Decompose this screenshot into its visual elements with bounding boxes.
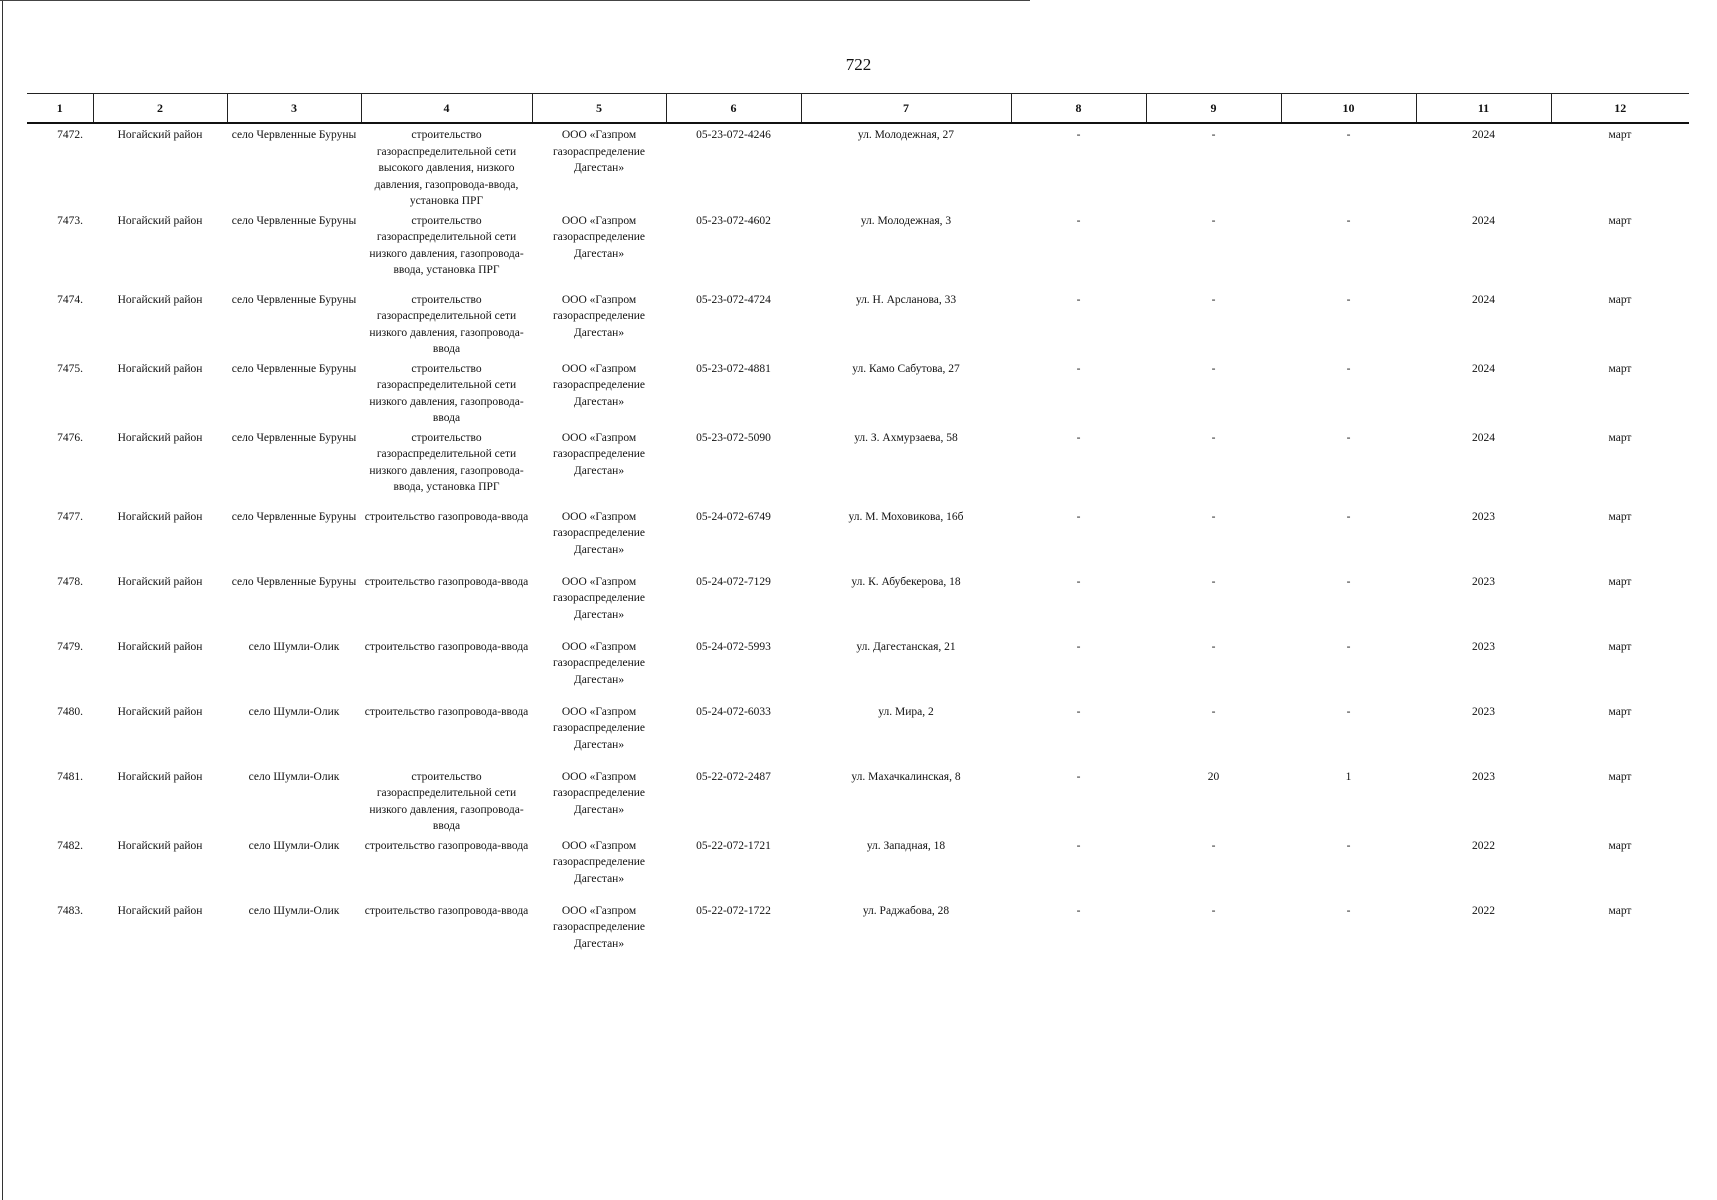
page-left-border <box>2 0 3 1200</box>
page-top-border <box>0 0 1030 1</box>
table-cell-col-9: - <box>1211 904 1216 917</box>
table-cell-col-7: ул. К. Абубекерова, 18 <box>851 575 961 588</box>
table-cell-col-2: Ногайский район <box>117 575 203 588</box>
table-cell-col-9: - <box>1211 640 1216 653</box>
table-row <box>27 506 1689 571</box>
table-cell-col-8: - <box>1076 904 1081 917</box>
column-header: 8 <box>1011 94 1146 124</box>
table-cell-col-2: Ногайский район <box>117 129 203 141</box>
table-cell-col-12: март <box>1608 904 1632 917</box>
table-cell-col-7: ул. Раджабова, 28 <box>862 904 950 917</box>
table-cell-col-2: Ногайский район <box>117 510 203 523</box>
table-cell-col-10: 1 <box>1345 770 1352 783</box>
table-cell-col-12: март <box>1608 129 1632 141</box>
table-cell-col-6: 05-24-072-6749 <box>696 510 771 523</box>
table-cell-col-8: - <box>1076 705 1081 718</box>
table-cell-col-8: - <box>1076 575 1081 588</box>
table-cell-col-10: - <box>1346 575 1351 588</box>
table-cell-col-8: - <box>1076 640 1081 653</box>
table-cell-col-7: ул. З. Ахмурзаева, 58 <box>854 431 958 444</box>
column-header: 12 <box>1551 94 1689 124</box>
table-cell-col-9: - <box>1211 293 1216 306</box>
table-cell-col-5: ООО «Газпром газораспределение Дагестан» <box>552 705 646 751</box>
table-cell-col-12: март <box>1608 214 1632 227</box>
table-cell-col-7: ул. Дагестанская, 21 <box>856 640 956 653</box>
table-row <box>27 900 1689 965</box>
table-cell-col-7: ул. Молодежная, 27 <box>857 129 955 141</box>
table-cell-col-6: 05-22-072-1722 <box>696 904 771 917</box>
table-cell-col-7: ул. Мира, 2 <box>878 705 934 718</box>
table-cell-col-11: 2023 <box>1472 575 1495 588</box>
table-cell-col-1: 7478. <box>57 575 83 588</box>
table-cell-col-5: ООО «Газпром газораспределение Дагестан» <box>552 770 646 816</box>
table-row <box>27 571 1689 636</box>
table-cell-col-6: 05-23-072-4881 <box>696 362 771 375</box>
table-cell-col-6: 05-22-072-1721 <box>696 839 771 852</box>
table-cell-col-8: - <box>1076 510 1081 523</box>
table-cell-col-10: - <box>1346 839 1351 852</box>
table-cell-col-12: март <box>1608 362 1632 375</box>
table-cell-col-7: ул. Молодежная, 3 <box>860 214 952 227</box>
table-cell-col-6: 05-22-072-2487 <box>696 770 771 783</box>
table-cell-col-6: 05-23-072-5090 <box>696 431 771 444</box>
table-cell-col-4: строительство газопровода-ввода <box>364 575 529 588</box>
data-table <box>27 93 1689 965</box>
table-cell-col-12: март <box>1608 770 1632 783</box>
table-cell-col-5: ООО «Газпром газораспределение Дагестан» <box>552 431 646 477</box>
table-cell-col-8: - <box>1076 770 1081 783</box>
table-cell-col-6: 05-24-072-7129 <box>696 575 771 588</box>
table-cell-col-11: 2023 <box>1472 705 1495 718</box>
table-cell-col-5: ООО «Газпром газораспределение Дагестан» <box>552 839 646 885</box>
table-cell-col-3: село Червленные Буруны <box>231 293 357 306</box>
table-cell-col-4: строительство газопровода-ввода <box>364 839 529 852</box>
table-cell-col-9: - <box>1211 362 1216 375</box>
table-cell-col-11: 2023 <box>1472 770 1495 783</box>
table-cell-col-2: Ногайский район <box>117 640 203 653</box>
table-cell-col-8: - <box>1076 362 1081 375</box>
table-cell-col-5: ООО «Газпром газораспределение Дагестан» <box>552 510 646 556</box>
table-cell-col-12: март <box>1608 839 1632 852</box>
table-cell-col-1: 7477. <box>57 510 83 523</box>
column-header: 7 <box>801 94 1011 124</box>
table-cell-col-10: - <box>1346 510 1351 523</box>
table-cell-col-6: 05-23-072-4246 <box>696 129 771 141</box>
table-cell-col-3: село Шумли-Олик <box>248 904 340 917</box>
table-cell-col-8: - <box>1076 214 1081 227</box>
table-cell-col-1: 7480. <box>57 705 83 718</box>
table-cell-col-6: 05-24-072-6033 <box>696 705 771 718</box>
table-cell-col-2: Ногайский район <box>117 839 203 852</box>
page-number: 722 <box>845 55 872 74</box>
table-cell-col-3: село Червленные Буруны <box>231 362 357 375</box>
table-cell-col-1: 7475. <box>57 362 83 375</box>
table-cell-col-1: 7483. <box>57 904 83 917</box>
table-cell-col-8: - <box>1076 431 1081 444</box>
table-cell-col-10: - <box>1346 640 1351 653</box>
table-row <box>27 835 1689 900</box>
table-cell-col-7: ул. Махачкалинская, 8 <box>851 770 961 783</box>
table-cell-col-1: 7473. <box>57 214 83 227</box>
table-row <box>27 701 1689 766</box>
table-row <box>27 766 1689 835</box>
table-cell-col-5: ООО «Газпром газораспределение Дагестан» <box>552 640 646 686</box>
table-cell-col-5: ООО «Газпром газораспределение Дагестан» <box>552 575 646 621</box>
table-cell-col-11: 2022 <box>1472 839 1495 852</box>
table-cell-col-3: село Шумли-Олик <box>248 770 340 783</box>
table-cell-col-9: 20 <box>1207 770 1220 783</box>
table-cell-col-10: - <box>1346 293 1351 306</box>
column-header: 9 <box>1146 94 1281 124</box>
table-cell-col-4: строительство газопровода-ввода <box>364 705 529 718</box>
column-header: 1 <box>27 94 93 124</box>
table-cell-col-9: - <box>1211 129 1216 141</box>
table-cell-col-10: - <box>1346 904 1351 917</box>
table-cell-col-12: март <box>1608 640 1632 653</box>
table-cell-col-1: 7481. <box>57 770 83 783</box>
table-cell-col-4: строительство газораспределительной сети низкого давления, газопровода-ввода <box>369 770 524 832</box>
column-header: 5 <box>532 94 666 124</box>
table-cell-col-3: село Червленные Буруны <box>231 510 357 523</box>
table-cell-col-1: 7476. <box>57 431 83 444</box>
table-row <box>27 210 1689 289</box>
table-cell-col-11: 2024 <box>1472 431 1495 444</box>
table-cell-col-6: 05-24-072-5993 <box>696 640 771 653</box>
table-cell-col-3: село Шумли-Олик <box>248 839 340 852</box>
table-cell-col-6: 05-23-072-4724 <box>696 293 771 306</box>
table-cell-col-3: село Червленные Буруны <box>231 129 357 141</box>
table-cell-col-3: село Шумли-Олик <box>248 705 340 718</box>
column-header: 6 <box>666 94 801 124</box>
column-header: 2 <box>93 94 227 124</box>
table-cell-col-9: - <box>1211 510 1216 523</box>
table-cell-col-2: Ногайский район <box>117 705 203 718</box>
table-cell-col-11: 2023 <box>1472 510 1495 523</box>
table-cell-col-9: - <box>1211 214 1216 227</box>
table-cell-col-1: 7472. <box>57 129 83 141</box>
table-cell-col-12: март <box>1608 510 1632 523</box>
table-cell-col-10: - <box>1346 129 1351 141</box>
table-row <box>27 427 1689 506</box>
column-header: 11 <box>1416 94 1551 124</box>
table-cell-col-8: - <box>1076 129 1081 141</box>
table-cell-col-10: - <box>1346 705 1351 718</box>
table-row <box>27 636 1689 701</box>
table-cell-col-2: Ногайский район <box>117 431 203 444</box>
header-row <box>27 94 1689 124</box>
table-cell-col-2: Ногайский район <box>117 770 203 783</box>
table-cell-col-6: 05-23-072-4602 <box>696 214 771 227</box>
column-header: 10 <box>1281 94 1416 124</box>
table-cell-col-11: 2024 <box>1472 362 1495 375</box>
table-cell-col-10: - <box>1346 214 1351 227</box>
table-cell-col-1: 7482. <box>57 839 83 852</box>
table-cell-col-9: - <box>1211 705 1216 718</box>
table-cell-col-11: 2024 <box>1472 214 1495 227</box>
table-cell-col-3: село Червленные Буруны <box>231 214 357 227</box>
table-cell-col-4: строительство газопровода-ввода <box>364 904 529 917</box>
table-cell-col-12: март <box>1608 293 1632 306</box>
table-cell-col-5: ООО «Газпром газораспределение Дагестан» <box>552 904 646 950</box>
table-cell-col-12: март <box>1608 575 1632 588</box>
table-cell-col-9: - <box>1211 431 1216 444</box>
table-cell-col-5: ООО «Газпром газораспределение Дагестан» <box>552 214 646 260</box>
table-row <box>27 289 1689 358</box>
table-cell-col-5: ООО «Газпром газораспределение Дагестан» <box>552 362 646 408</box>
table-cell-col-2: Ногайский район <box>117 293 203 306</box>
table-cell-col-4: строительство газопровода-ввода <box>364 640 529 653</box>
table-cell-col-4: строительство газораспределительной сети высокого давления, низкого давления, газопровода-ввода, установка ПРГ <box>374 129 519 207</box>
table-cell-col-4: строительство газораспределительной сети низкого давления, газопровода-ввода, установка ПРГ <box>369 431 524 493</box>
table-cell-col-3: село Шумли-Олик <box>248 640 340 653</box>
column-header: 4 <box>361 94 532 124</box>
table-cell-col-4: строительство газопровода-ввода <box>364 510 529 523</box>
table-cell-col-11: 2023 <box>1472 640 1495 653</box>
table-cell-col-9: - <box>1211 839 1216 852</box>
table-cell-col-4: строительство газораспределительной сети низкого давления, газопровода-ввода <box>369 362 524 424</box>
table-cell-col-11: 2024 <box>1472 293 1495 306</box>
table-cell-col-3: село Червленные Буруны <box>231 431 357 444</box>
table-cell-col-7: ул. Западная, 18 <box>866 839 946 852</box>
table-cell-col-7: ул. Н. Арсланова, 33 <box>855 293 957 306</box>
table-cell-col-7: ул. Камо Сабутова, 27 <box>852 362 960 375</box>
table-cell-col-1: 7479. <box>57 640 83 653</box>
table-cell-col-12: март <box>1608 705 1632 718</box>
table-cell-col-10: - <box>1346 362 1351 375</box>
table-cell-col-5: ООО «Газпром газораспределение Дагестан» <box>552 293 646 339</box>
table-cell-col-7: ул. М. Моховикова, 16б <box>848 510 964 523</box>
table-cell-col-8: - <box>1076 839 1081 852</box>
table-row <box>27 123 1689 210</box>
table-cell-col-5: ООО «Газпром газораспределение Дагестан» <box>552 129 646 174</box>
table-body <box>27 123 1689 965</box>
table-cell-col-11: 2022 <box>1472 904 1495 917</box>
table-cell-col-2: Ногайский район <box>117 362 203 375</box>
table-cell-col-1: 7474. <box>57 293 83 306</box>
table-cell-col-3: село Червленные Буруны <box>231 575 357 588</box>
table-cell-col-2: Ногайский район <box>117 214 203 227</box>
table-cell-col-4: строительство газораспределительной сети низкого давления, газопровода-ввода, установка ПРГ <box>369 214 524 276</box>
table-cell-col-9: - <box>1211 575 1216 588</box>
table-cell-col-11: 2024 <box>1472 129 1495 141</box>
table-cell-col-10: - <box>1346 431 1351 444</box>
table-cell-col-4: строительство газораспределительной сети низкого давления, газопровода-ввода <box>369 293 524 355</box>
table-row <box>27 358 1689 427</box>
table-cell-col-12: март <box>1608 431 1632 444</box>
table-cell-col-2: Ногайский район <box>117 904 203 917</box>
column-header: 3 <box>227 94 361 124</box>
table-cell-col-8: - <box>1076 293 1081 306</box>
